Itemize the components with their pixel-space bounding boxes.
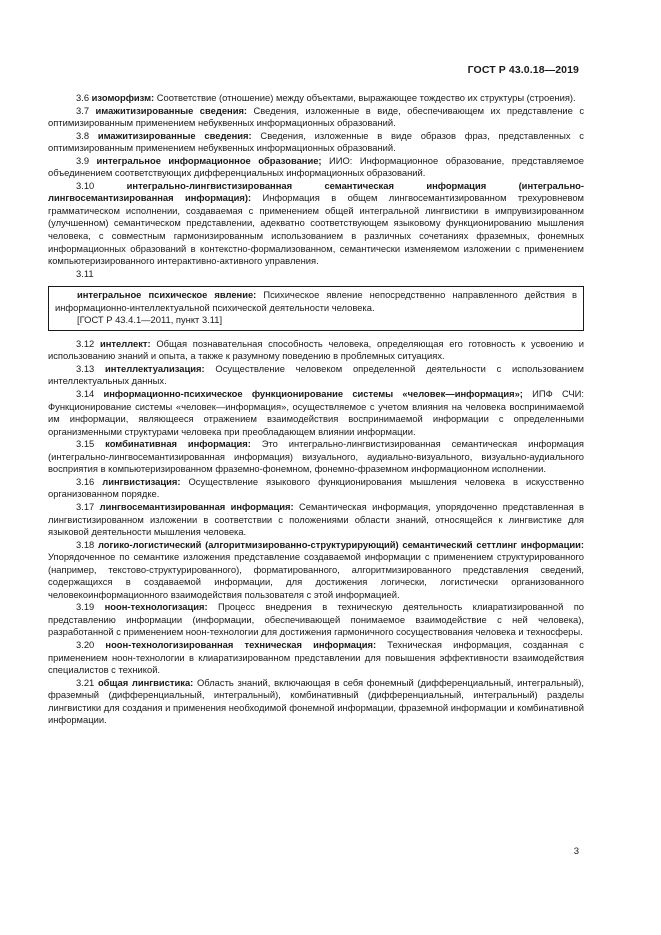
page-number: 3 (573, 846, 579, 857)
boxed-definition-text: интегральное психическое явление: Психическое явление непосредственно направленного действия в информационно-интеллектуальной психической деятельности человека. (55, 289, 577, 313)
entry-3-8: 3.8 имажитизированные сведения: Сведения, изложенные в виде образов фраз, представленных с оптимизированным применением небуквенных информационных образований. (48, 129, 584, 154)
entry-3-7: 3.7 имажитизированные сведения: Сведения, изложенные в виде, обеспечивающем их представление с оптимизированным применением небуквенных информационных образований. (48, 104, 585, 129)
entry-3-21: 3.21 общая лингвистика: Область знаний, включающая в себя фонемный (дифференциальный, интегральный), фраземный (дифференциальный, интегральный), комбинативный (дифференциальный, интегральный) разделы лингвистики для создания и применения необходимой фонемной информации, фраземной информации и комбинативной информации. (48, 676, 584, 726)
entry-3-12: 3.12 интеллект: Общая познавательная способность человека, определяющая его готовность к усвоению и использованию знаний и опыта, а также к разумному поведению в проблемных ситуациях. (48, 337, 584, 362)
entry-3-14: 3.14 информационно-психическое функционирование системы «человек—информация»; ИПФ СЧИ: Функционирование системы «человек—информация», осуществляемое с учетом влияния на человека воспринимаемой им информации, являющееся отражением взаимодействия воспринимаемой информации с определенными организменными структурами человека при преобладающем влиянии информации. (48, 388, 584, 437)
document-id: ГОСТ Р 43.0.18—2019 (467, 64, 579, 76)
entry-3-9: 3.9 интегральное информационное образование; ИИО: Информационное образование, представляемое объединением соответствующих дифференциальных информационных образований. (48, 154, 584, 179)
entry-3-13: 3.13 интеллектуализация: Осуществление человеком определенной деятельности с использованием интеллектуальных данных. (48, 362, 584, 387)
entry-3-17: 3.17 лингвосемантизированная информация: Семантическая информация, упорядоченно представленная в лингвистизированном изложении в соответствии с положениями области знаний, относящейся к лингвистике для языковой деятельности мышления человека. (48, 500, 584, 538)
entry-3-15: 3.15 комбинативная информация: Это интегрально-лингвистизированная семантическая информация (интегрально-лингвосемантизированная информация) визуального, аудиально-визуального, визуально-аудиального восприятия в компьютеризированном фраземно-фонемном, фонемно-фраземном информационном исполнении. (48, 438, 584, 475)
entry-3-18: 3.18 логико-логистический (алгоритмизированно-структурирующий) семантический сеттлинг информации: Упорядоченное по семантике изложения представление создаваемой информации с применением структурированного (например, текстово-структурированного), форматированного, алгоритмизированного представления сведений, содержащихся в создаваемой информации, для достижения логически, логистически организованного человекоинформационного взаимодействия пользователя с этой информацией. (48, 538, 585, 600)
entry-3-19: 3.19 ноон-технологизация: Процесс внедрения в техническую деятельность клиаратизированной по представлению информации (информации, обеспечивающей понимаемое взаимодействие с ней человека), разработанной с применением ноон-технологии для достижения гармоничного сосуществования человека и техносферы. (48, 601, 584, 638)
entry-3-11: 3.11 (76, 267, 94, 279)
boxed-definition-reference: [ГОСТ Р 43.4.1—2011, пункт 3.11] (77, 314, 223, 326)
document-body (48, 92, 584, 727)
boxed-definition (48, 286, 584, 331)
entry-3-16: 3.16 лингвистизация: Осуществление языкового функционирования мышления человека в искусственно организованном порядке. (48, 475, 584, 500)
entry-3-10: 3.10 интегрально-лингвистизированная семантическая информация (интегрально-лингвосемантизированная информация): Информация в общем лингвосемантизированном трехуровневом грамматическом исполнении, создаваемая с применением общей интегральной лингвистики в импрувизированном (улучшенном) семантическом представлении, адекватно соответствующем языковому функционированию мышления человека, с совместным гармонизированным использованием в различных сочетаниях фраземных, фонемных информационных образований в контекстно-формализованном, семантически изменяемом изложении с применением компьютеризированного интерактивно-активного управления. (48, 179, 584, 267)
entry-3-6: 3.6 изоморфизм: Соответствие (отношение) между объектами, выражающее тождество их структуры (строения). (76, 92, 576, 103)
entry-3-20: 3.20 ноон-технологизированная техническая информация: Техническая информация, созданная с применением ноон-технологии в клиаратизированном представлении для повышения эффективности взаимодействия специалистов с техникой. (48, 638, 584, 676)
